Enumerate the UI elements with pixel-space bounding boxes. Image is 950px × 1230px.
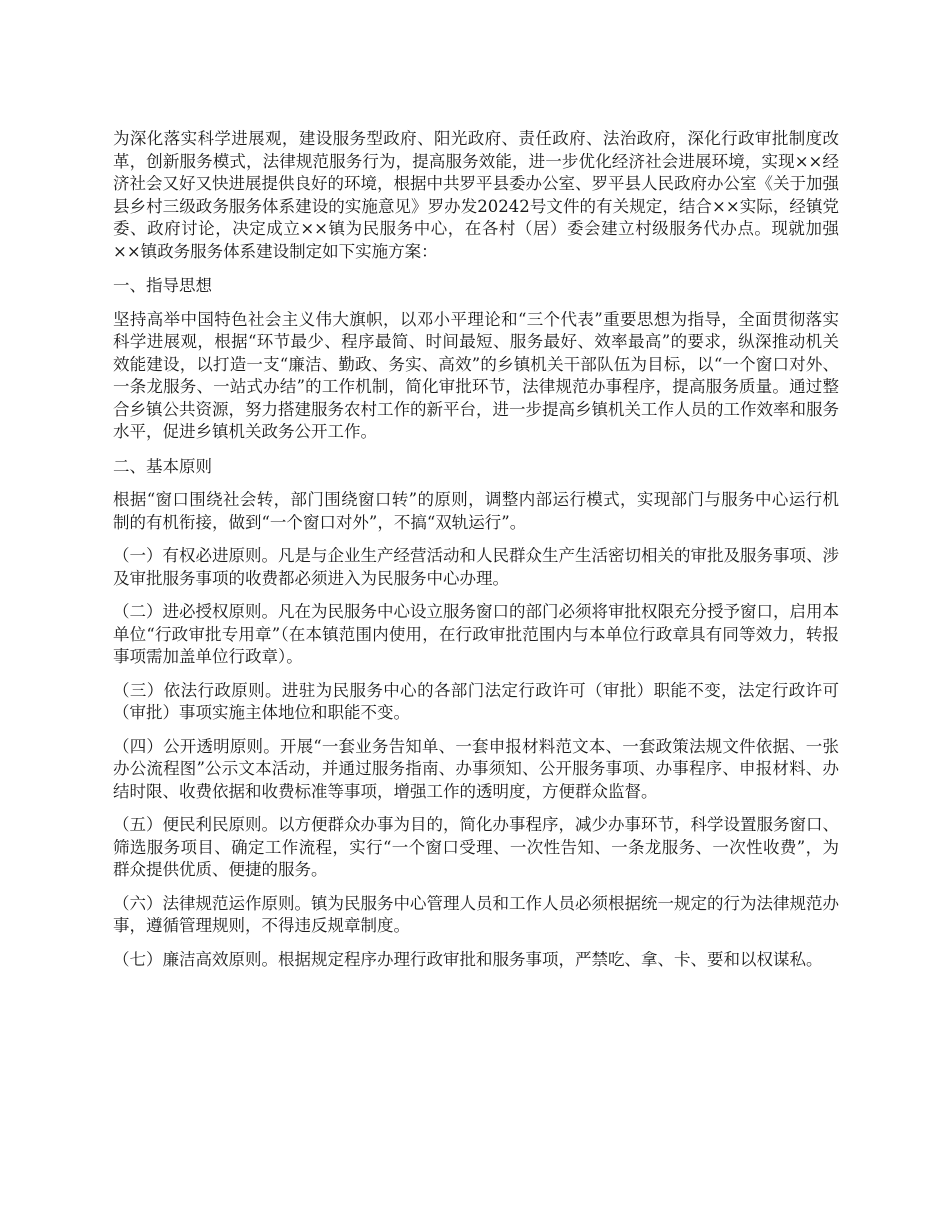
basic-principles-paragraph: 根据“窗口围绕社会转，部门围绕窗口转”的原则，调整内部运行模式，实现部门与服务中心运行机制的有机衔接，做到“一个窗口对外”，不搞“双轨运行”。: [113, 490, 839, 532]
principle-item: （六）法律规范运作原则。镇为民服务中心管理人员和工作人员必须根据统一规定的行为法律规范办事，遵循管理规则，不得违反规章制度。: [113, 893, 839, 935]
guiding-thought-paragraph: 坚持高举中国特色社会主义伟大旗帜，以邓小平理论和“三个代表”重要思想为指导，全面贯彻落实科学进展观，根据“环节最少、程序最简、时间最短、服务最好、效率最高”的要求，纵深推动机关效能建设，以打造一支“廉洁、勤政、务实、高效”的乡镇机关干部队伍为目标，以“一个窗口对外、一条龙服务、一站式办结”的工作机制，简化审批环节，法律规范办事程序，提高服务质量。通过整合乡镇公共资源，努力搭建服务农村工作的新平台，进一步提高乡镇机关工作人员的工作效率和服务水平，促进乡镇机关政务公开工作。: [113, 309, 839, 441]
intro-paragraph: 为深化落实科学进展观，建设服务型政府、阳光政府、责任政府、法治政府，深化行政审批制度改革，创新服务模式，法律规范服务行为，提高服务效能，进一步优化经济社会进展环境，实现××经济社会又好又快进展提供良好的环境，根据中共罗平县委办公室、罗平县人民政府办公室《关于加强县乡村三级政务服务体系建设的实施意见》罗办发20242号文件的有关规定，结合××实际，经镇党委、政府讨论，决定成立××镇为民服务中心，在各村（居）委会建立村级服务代办点。现就加强××镇政务服务体系建设制定如下实施方案：: [113, 129, 839, 261]
principle-item: （一）有权必进原则。凡是与企业生产经营活动和人民群众生产生活密切相关的审批及服务事项、涉及审批服务事项的收费都必须进入为民服务中心办理。: [113, 546, 839, 588]
principle-item: （五）便民利民原则。以方便群众办事为目的，简化办事程序，减少办事环节，科学设置服务窗口、筛选服务项目、确定工作流程，实行“一个窗口受理、一次性告知、一条龙服务、一次性收费”，为群众提供优质、便捷的服务。: [113, 815, 839, 879]
document-body: [113, 128, 839, 982]
principle-item: （四）公开透明原则。开展“一套业务告知单、一套申报材料范文本、一套政策法规文件依据、一张办公流程图”公示文本活动，并通过服务指南、办事须知、公开服务事项、办事程序、申报材料、办结时限、收费依据和收费标准等事项，增强工作的透明度，方便群众监督。: [113, 736, 839, 801]
section-heading-basic-principles: 二、基本原则: [113, 456, 212, 476]
principle-item: （三）依法行政原则。进驻为民服务中心的各部门法定行政许可（审批）职能不变，法定行政许可（审批）事项实施主体地位和职能不变。: [113, 680, 839, 722]
principle-item: （二）进必授权原则。凡在为民服务中心设立服务窗口的部门必须将审批权限充分授予窗口，启用本单位“行政审批专用章”（在本镇范围内使用，在行政审批范围内与本单位行政章具有同等效力，转报事项需加盖单位行政章）。: [113, 602, 839, 666]
principle-item: （七）廉洁高效原则。根据规定程序办理行政审批和服务事项，严禁吃、拿、卡、要和以权谋私。: [113, 949, 823, 969]
section-heading-guiding-thought: 一、指导思想: [113, 276, 212, 295]
